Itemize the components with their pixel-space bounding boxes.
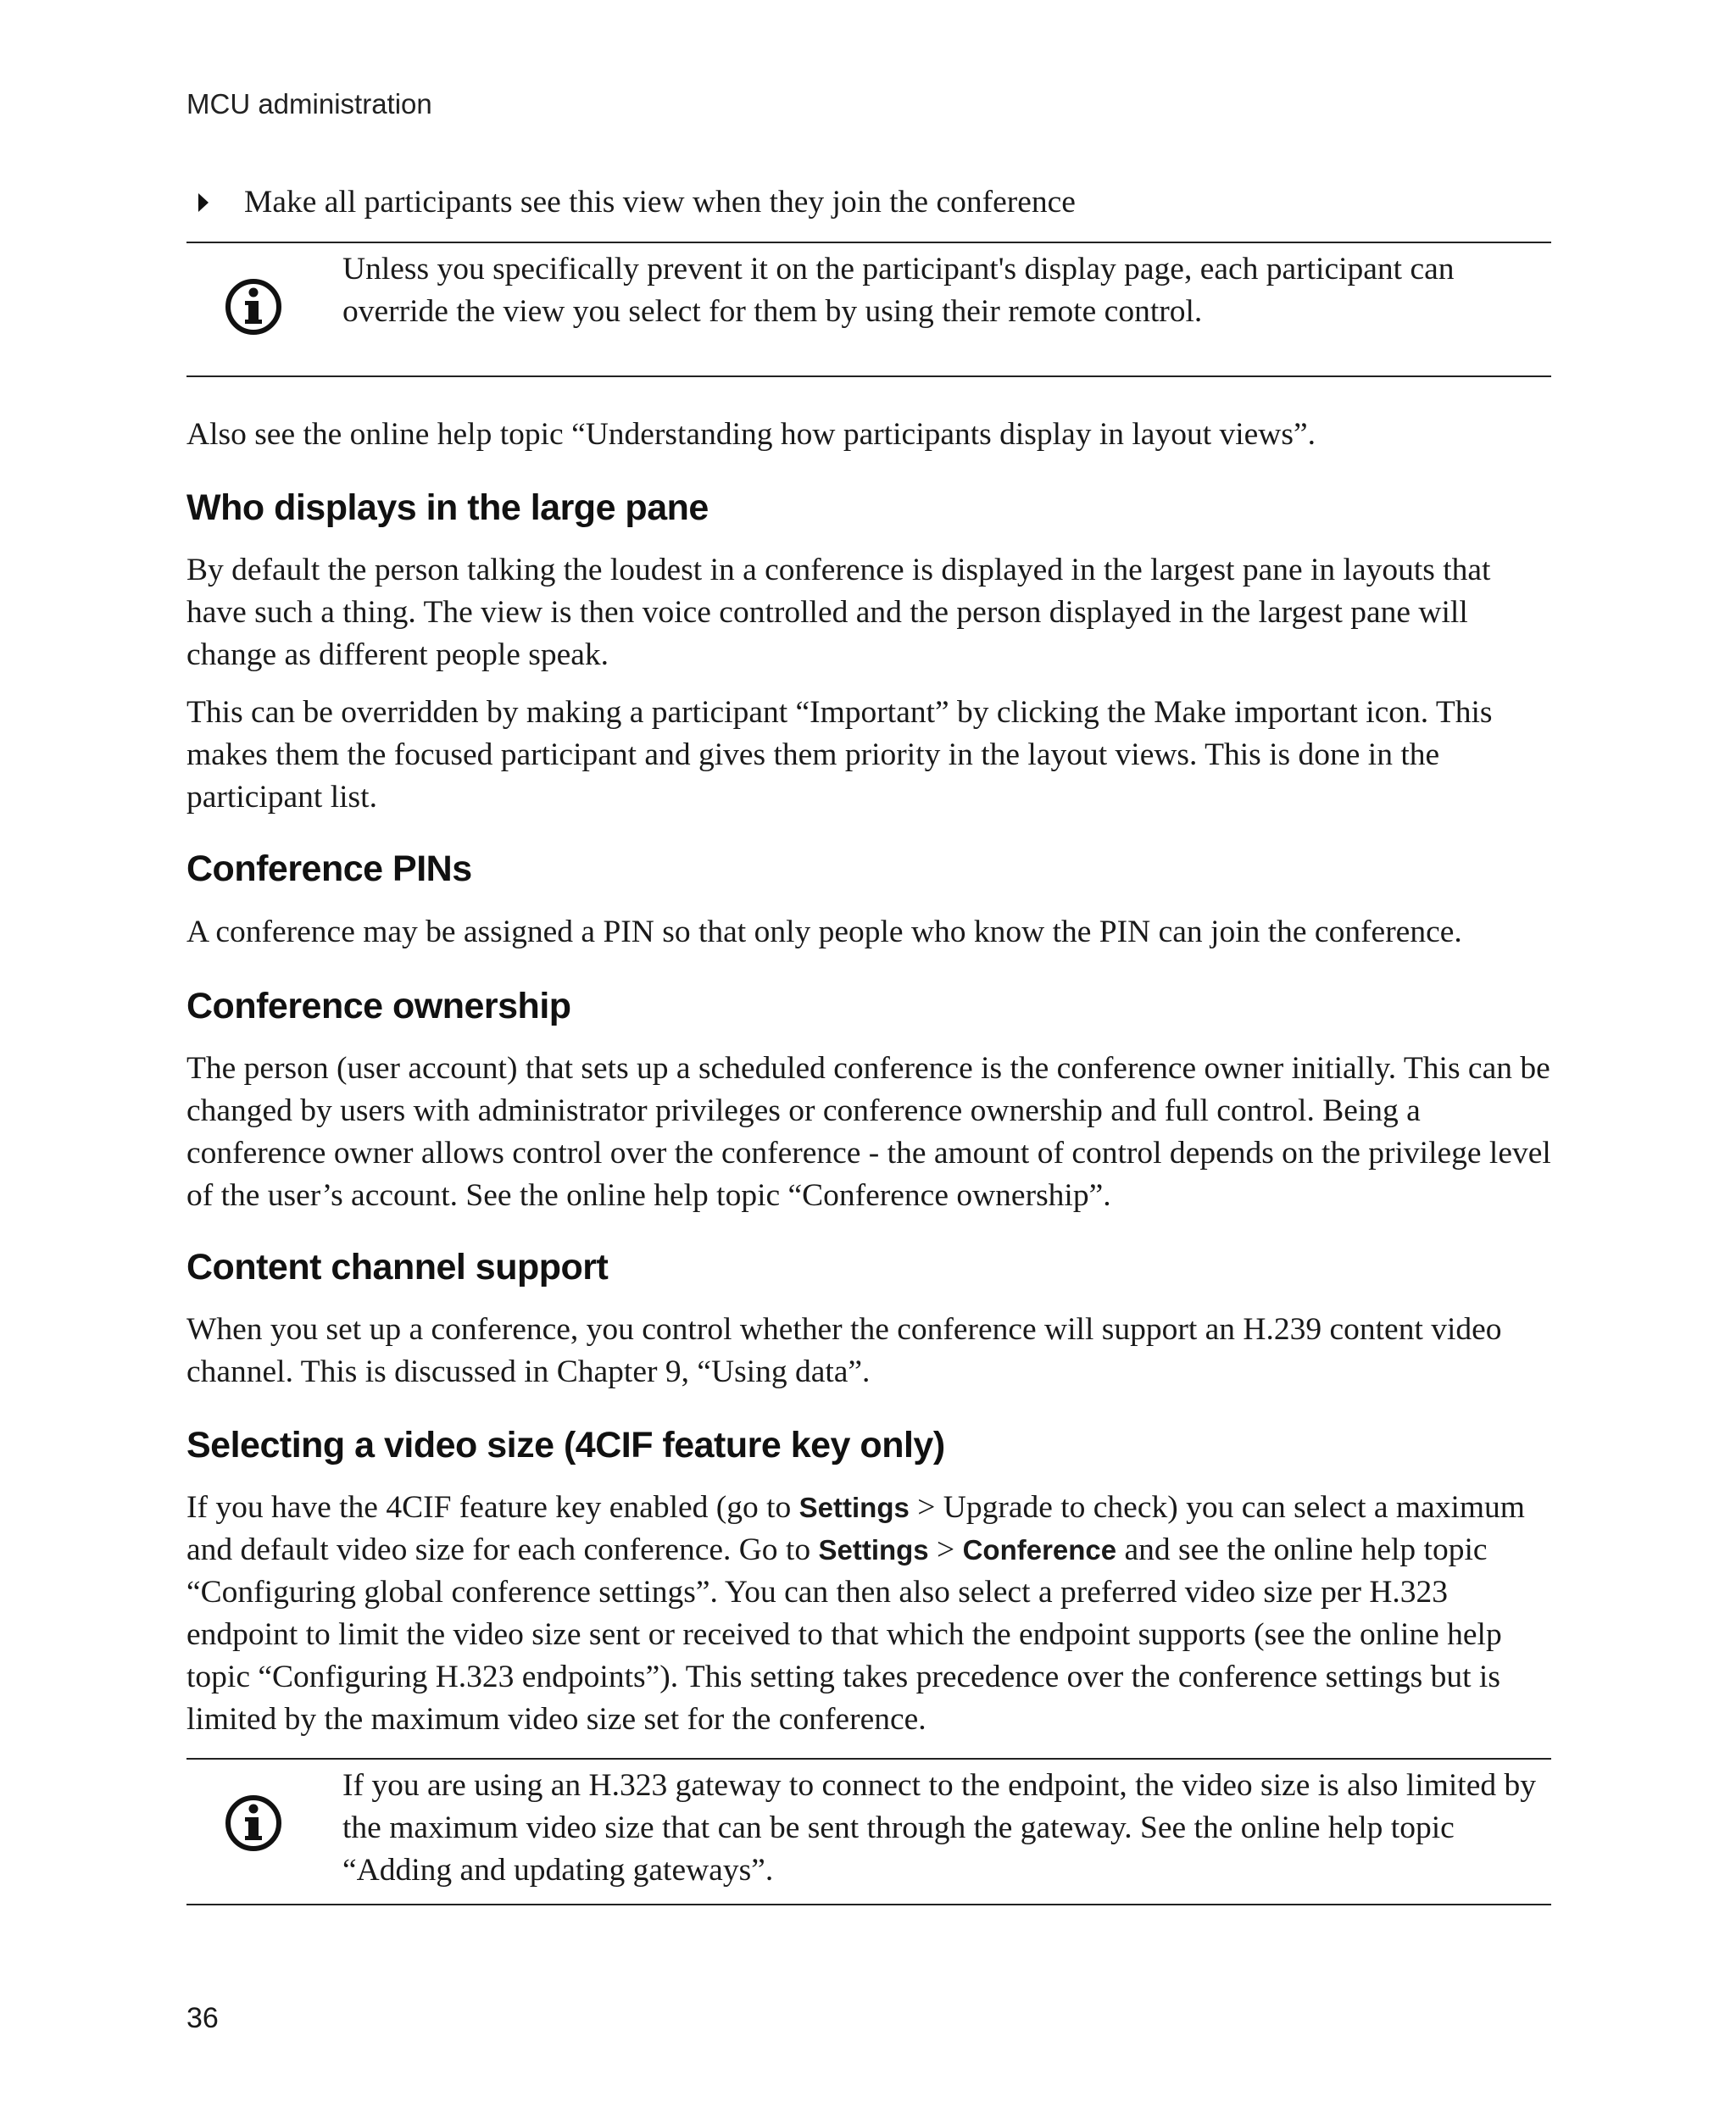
ui-term: Settings [818, 1534, 929, 1566]
section-heading: Selecting a video size (4CIF feature key only) [186, 1425, 945, 1466]
text-run: > [928, 1532, 963, 1567]
section-body [186, 1048, 1551, 1232]
paragraph: This can be overridden by making a participant “Important” by clicking the Make important icon. This makes them the focused participant and gives them priority in the layout views. This is done in the participant list. [186, 695, 1493, 815]
section-heading: Conference ownership [186, 986, 571, 1026]
paragraph: By default the person talking the loudest in a conference is displayed in the largest pane in layouts that have such a thing. The view is then voice controlled and the person displayed in the largest pane will change as different people speak. [186, 553, 1491, 672]
text-run: If you have the 4CIF feature key enabled (go to [186, 1490, 799, 1525]
note-text: Unless you specifically prevent it on the participant's display page, each participant can override the view you select for them by using their remote control. [342, 252, 1455, 329]
info-note [186, 1758, 1551, 1905]
page-number: 36 [186, 2002, 219, 2034]
triangle-bullet-icon [198, 193, 209, 212]
paragraph: The person (user account) that sets up a scheduled conference is the conference owner initially. This can be changed by users with administrator privileges or conference ownership and full control. Being a conference owner allows control over the conference - the amount of control depends on the privilege level of the user’s account. See the online help topic “Conference ownership”. [186, 1051, 1551, 1213]
also-see-paragraph: Also see the online help topic “Understanding how participants display in layout views”. [186, 417, 1316, 452]
section-heading: Content channel support [186, 1247, 609, 1288]
text-run: and see the online help topic “Configuring global conference settings”. You can then also select a preferred video size per H.323 endpoint to limit the video size sent or received to that which the endpoint supports (see the online help topic “Configuring H.323 endpoints”). This setting takes precedence over the conference settings but is limited by the maximum video size set for the conference. [186, 1532, 1502, 1737]
section-body [186, 549, 1551, 834]
ui-term: Conference [962, 1534, 1117, 1566]
section-heading: Conference PINs [186, 848, 472, 889]
paragraph [186, 1487, 1551, 1741]
paragraph: A conference may be assigned a PIN so that only people who know the PIN can join the conference. [186, 915, 1462, 949]
info-note [186, 242, 1551, 377]
running-header: MCU administration [186, 88, 432, 120]
note-text: If you are using an H.323 gateway to connect to the endpoint, the video size is also limited by the maximum video size that can be sent through the gateway. See the online help topic “Adding and updating gateways”. [342, 1768, 1536, 1888]
paragraph: When you set up a conference, you control whether the conference will support an H.239 content video channel. This is discussed in Chapter 9, “Using data”. [186, 1312, 1502, 1389]
section-body [186, 911, 1551, 969]
ui-term: Settings [798, 1492, 910, 1523]
info-icon [224, 1794, 283, 1853]
section-body [186, 1487, 1551, 1756]
text-run: > Upgrade to check) you can select a maximum and default video size for each conference. Go to [186, 1490, 1525, 1567]
bullet-text: Make all participants see this view when they join the conference [244, 185, 1076, 220]
section-heading: Who displays in the large pane [186, 487, 709, 528]
info-icon [224, 277, 283, 336]
section-body [186, 1309, 1551, 1409]
